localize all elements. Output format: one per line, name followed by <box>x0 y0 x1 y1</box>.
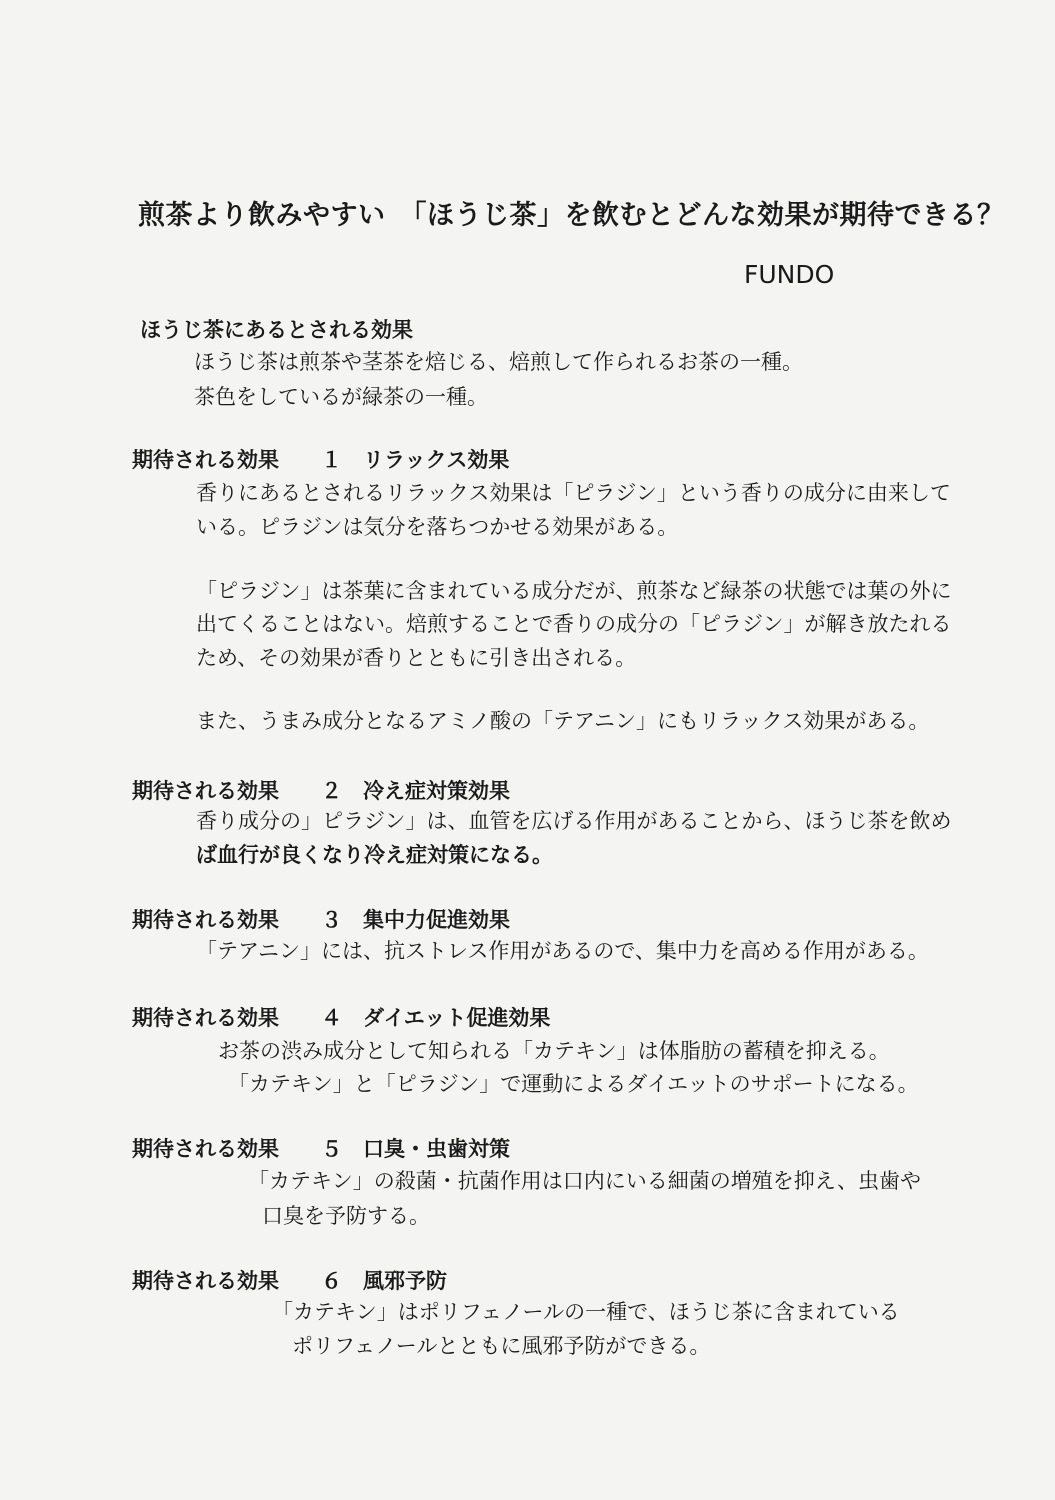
intro-heading: ほうじ茶にあるとされる効果 <box>140 318 413 342</box>
effect-1-line: 出てくることはない。焙煎することで香りの成分の「ピラジン」が解き放たれる <box>196 612 952 636</box>
effect-3-line: 「テアニン」には、抗ストレス作用があるので、集中力を高める作用がある。 <box>196 939 929 963</box>
effect-5-line: 口臭を予防する。 <box>262 1204 430 1228</box>
intro-line: 茶色をしているが緑茶の一種。 <box>194 385 488 409</box>
effect-1-line: 香りにあるとされるリラックス効果は「ピラジン」という香りの成分に由来して <box>196 481 951 505</box>
effect-4-heading: 期待される効果 ４ ダイエット促進効果 <box>132 1006 551 1030</box>
document-title: 煎茶より飲みやすい 「ほうじ茶」を飲むとどんな効果が期待できる？ <box>138 200 1005 231</box>
effect-2-line: ば血行が良くなり冷え症対策になる。 <box>196 843 553 867</box>
effect-5-heading: 期待される効果 ５ 口臭・虫歯対策 <box>132 1137 510 1161</box>
effect-2-heading: 期待される効果 ２ 冷え症対策効果 <box>132 779 510 803</box>
effect-1-line: また、うまみ成分となるアミノ酸の「テアニン」にもリラックス効果がある。 <box>196 709 930 733</box>
effect-6-line: 「カテキン」はポリフェノールの一種で、ほうじ茶に含まれている <box>272 1300 900 1324</box>
intro-line: ほうじ茶は煎茶や茎茶を焙じる、焙煎して作られるお茶の一種。 <box>194 350 803 374</box>
effect-1-line: ため、その効果が香りとともに引き出される。 <box>196 646 637 670</box>
effect-1-line: 「ピラジン」は茶葉に含まれている成分だが、煎茶など緑茶の状態では葉の外に <box>196 579 952 603</box>
author-name: FUNDO <box>744 260 835 289</box>
effect-1-heading: 期待される効果 １ リラックス効果 <box>132 448 510 472</box>
effect-4-line: お茶の渋み成分として知られる「カテキン」は体脂肪の蓄積を抑える。 <box>218 1039 890 1063</box>
effect-3-heading: 期待される効果 ３ 集中力促進効果 <box>132 908 510 932</box>
effect-6-heading: 期待される効果 ６ 風邪予防 <box>132 1269 447 1293</box>
effect-5-line: 「カテキン」の殺菌・抗菌作用は口内にいる細菌の増殖を抑え、虫歯や <box>248 1169 922 1193</box>
effect-1-line: いる。ピラジンは気分を落ちつかせる効果がある。 <box>196 515 679 539</box>
effect-6-line: ポリフェノールとともに風邪予防ができる。 <box>292 1334 711 1358</box>
effect-2-line: 香り成分の」ピラジン」は、血管を広げる作用があることから、ほうじ茶を飲め <box>196 809 952 833</box>
effect-4-line: 「カテキン」と「ピラジン」で運動によるダイエットのサポートになる。 <box>228 1072 919 1096</box>
